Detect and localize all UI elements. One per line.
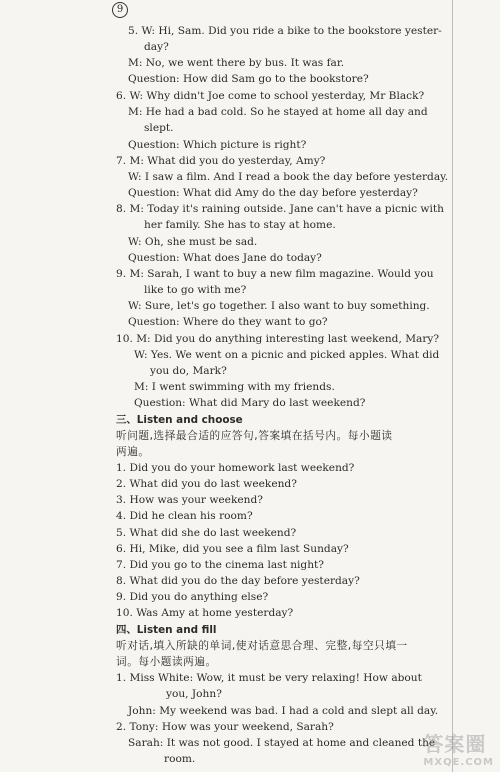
text-line: M: No, we went there by bus. It was far. xyxy=(128,57,345,69)
section-instructions: 听问题,选择最合适的应答句,答案填在括号内。每小题读 xyxy=(116,430,393,442)
section-instructions: 听对话,填入所缺的单词,使对话意思合理、完整,每空只填一 xyxy=(116,640,408,652)
text-line: 1. Miss White: Wow, it must be very relaxing! How about xyxy=(116,672,422,684)
watermark-mark: 答案圈 xyxy=(423,732,487,756)
text-line: 6. W: Why didn't Joe come to school yesterday, Mr Black? xyxy=(116,90,425,102)
text-line: room. xyxy=(164,753,196,765)
text-line: 9. Did you do anything else? xyxy=(116,591,269,603)
text-line: M: I went swimming with my friends. xyxy=(134,381,335,393)
section-heading: 四、Listen and fill xyxy=(116,624,217,636)
text-line: 5. What did she do last weekend? xyxy=(116,527,297,539)
text-line: W: Sure, let's go together. I also want to buy something. xyxy=(128,300,430,312)
text-line: like to go with me? xyxy=(144,284,247,296)
watermark-url: MXQE.COM xyxy=(423,757,494,768)
text-line: Question: What does Jane do today? xyxy=(128,252,322,264)
section-heading: 三、Listen and choose xyxy=(116,414,243,426)
text-line: Question: What did Mary do last weekend? xyxy=(134,397,366,409)
margin-rule xyxy=(452,0,453,772)
text-line: John: My weekend was bad. I had a cold and slept all day. xyxy=(128,705,439,717)
text-line: M: He had a bad cold. So he stayed at home all day and xyxy=(128,106,428,118)
text-line: Sarah: It was not good. I stayed at home and cleaned the xyxy=(128,737,436,749)
text-line: W: I saw a film. And I read a book the day before yesterday. xyxy=(128,171,449,183)
text-line: 9. M: Sarah, I want to buy a new film magazine. Would you xyxy=(116,268,434,280)
text-line: you do, Mark? xyxy=(150,365,227,377)
text-line: 4. Did he clean his room? xyxy=(116,510,253,522)
text-line: Question: How did Sam go to the bookstore? xyxy=(128,73,369,85)
text-line: 7. M: What did you do yesterday, Amy? xyxy=(116,155,326,167)
text-line: 3. How was your weekend? xyxy=(116,494,263,506)
text-line: 2. What did you do last weekend? xyxy=(116,478,297,490)
text-line: 1. Did you do your homework last weekend? xyxy=(116,462,355,474)
text-line: 10. M: Did you do anything interesting last weekend, Mary? xyxy=(116,333,440,345)
text-line: W: Oh, she must be sad. xyxy=(128,236,258,248)
watermark-logo xyxy=(423,728,494,768)
text-line: 5. W: Hi, Sam. Did you ride a bike to the bookstore yester- xyxy=(128,25,442,37)
text-line: her family. She has to stay at home. xyxy=(144,219,336,231)
section-instructions: 两遍。 xyxy=(116,446,150,458)
text-line: 6. Hi, Mike, did you see a film last Sunday? xyxy=(116,543,349,555)
section-instructions: 词。每小题读两遍。 xyxy=(116,656,217,668)
text-line: Question: Which picture is right? xyxy=(128,139,307,151)
text-line: Question: What did Amy do the day before yesterday? xyxy=(128,187,418,199)
text-line: 8. M: Today it's raining outside. Jane can't have a picnic with xyxy=(116,203,444,215)
text-line: 2. Tony: How was your weekend, Sarah? xyxy=(116,721,334,733)
page-number: 9 xyxy=(112,2,128,18)
text-line: Question: Where do they want to go? xyxy=(128,316,328,328)
text-line: W: Yes. We went on a picnic and picked apples. What did xyxy=(134,349,440,361)
text-line: slept. xyxy=(144,122,174,134)
text-line: 8. What did you do the day before yesterday? xyxy=(116,575,360,587)
text-line: 7. Did you go to the cinema last night? xyxy=(116,559,324,571)
text-line: day? xyxy=(144,41,169,53)
text-line: you, John? xyxy=(166,688,222,700)
text-line: 10. Was Amy at home yesterday? xyxy=(116,607,294,619)
